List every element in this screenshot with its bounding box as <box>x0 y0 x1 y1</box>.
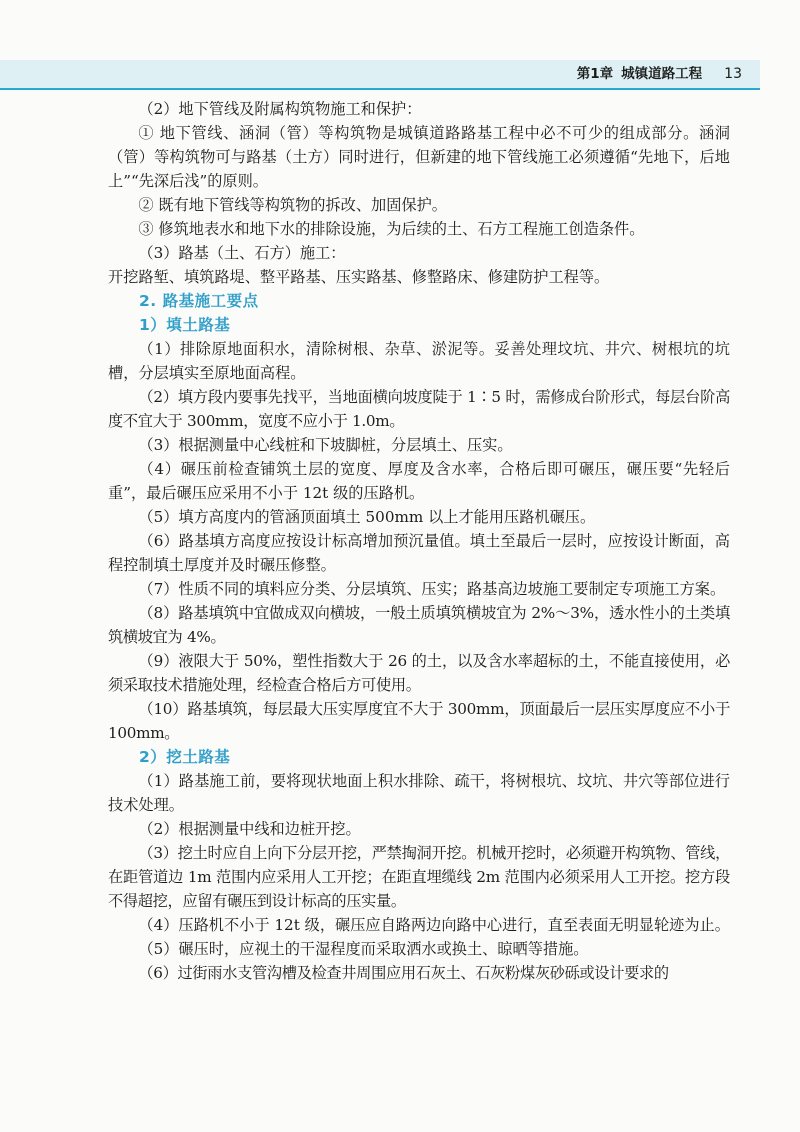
list-item: （7）性质不同的填料应分类、分层填筑、压实；路基高边坡施工要制定专项施工方案。 <box>138 580 726 598</box>
paragraph: 开挖路堑、填筑路堤、整平路基、压实路基、修整路床、修建防护工程等。 <box>108 268 610 286</box>
list-item: （1）排除原地面积水，清除树根、杂草、淤泥等。妥善处理坟坑、井穴、树根坑的坑槽，分层填实至原地面高程。 <box>108 340 730 382</box>
paragraph: ③ 修筑地表水和地下水的排除设施，为后续的土、石方工程施工创造条件。 <box>138 220 645 238</box>
running-header <box>577 62 742 86</box>
list-item: （2）填方段内要事先找平，当地面横向坡度陡于 1∶5 时，需修成台阶形式，每层台阶高度不宜大于 300mm，宽度不应小于 1.0m。 <box>108 388 730 430</box>
list-item: （2）根据测量中线和边桩开挖。 <box>138 820 361 838</box>
header-divider <box>0 88 760 90</box>
list-item: （6）过街雨水支管沟槽及检查井周围应用石灰土、石灰粉煤灰砂砾或设计要求的 <box>138 964 669 982</box>
paragraph: （3）路基（土、石方）施工： <box>138 244 346 262</box>
list-item: （3）根据测量中心线桩和下坡脚桩，分层填土、压实。 <box>138 436 513 454</box>
chapter-number: 第1章 <box>576 66 614 82</box>
list-item: （5）碾压时，应视土的干湿程度而采取洒水或换土、晾晒等措施。 <box>138 940 589 958</box>
page-body <box>108 97 730 985</box>
list-item: （3）挖土时应自上向下分层开挖，严禁掏洞开挖。机械开挖时，必须避开构筑物、管线，在距管道边 1m 范围内应采用人工开挖；在距直埋缆线 2m 范围内必须采用人工开挖。挖方段不得超挖，应留有碾压到设计标高的压实量。 <box>108 844 730 910</box>
list-item: （8）路基填筑中宜做成双向横坡，一般土质填筑横坡宜为 2%～3%，透水性小的土类填筑横坡宜为 4%。 <box>108 604 730 646</box>
subsection-heading-cut: 2）挖土路基 <box>139 748 231 766</box>
list-item: （6）路基填方高度应按设计标高增加预沉量值。填土至最后一层时，应按设计断面，高程控制填土厚度并及时碾压修整。 <box>108 532 730 574</box>
subsection-heading-fill: 1）填土路基 <box>139 316 231 334</box>
list-item: （4）碾压前检查铺筑土层的宽度、厚度及含水率，合格后即可碾压，碾压要“先轻后重”，最后碾压应采用不小于 12t 级的压路机。 <box>108 460 730 502</box>
paragraph: ① 地下管线、涵洞（管）等构筑物是城镇道路路基工程中必不可少的组成部分。涵洞（管）等构筑物可与路基（土方）同时进行，但新建的地下管线施工必须遵循“先地下，后地上”“先深后浅”的原则。 <box>108 124 730 190</box>
list-item: （9）液限大于 50%，塑性指数大于 26 的土，以及含水率超标的土，不能直接使用，必须采取技术措施处理，经检查合格后方可使用。 <box>108 652 730 694</box>
list-item: （10）路基填筑，每层最大压实厚度宜不大于 300mm，顶面最后一层压实厚度应不小于 100mm。 <box>108 700 730 742</box>
list-item: （4）压路机不小于 12t 级，碾压应自路两边向路中心进行，直至表面无明显轮迹为止。 <box>138 916 730 934</box>
list-item: （5）填方高度内的管涵顶面填土 500mm 以上才能用压路机碾压。 <box>138 508 596 526</box>
list-item: （1）路基施工前，要将现状地面上积水排除、疏干，将树根坑、坟坑、井穴等部位进行技术处理。 <box>108 772 730 814</box>
section-heading: 2. 路基施工要点 <box>139 292 259 310</box>
paragraph: （2）地下管线及附属构筑物施工和保护： <box>138 100 422 118</box>
page-number: 13 <box>724 66 742 82</box>
paragraph: ② 既有地下管线等构筑物的拆改、加固保护。 <box>138 196 447 214</box>
chapter-title: 城镇道路工程 <box>621 66 703 82</box>
